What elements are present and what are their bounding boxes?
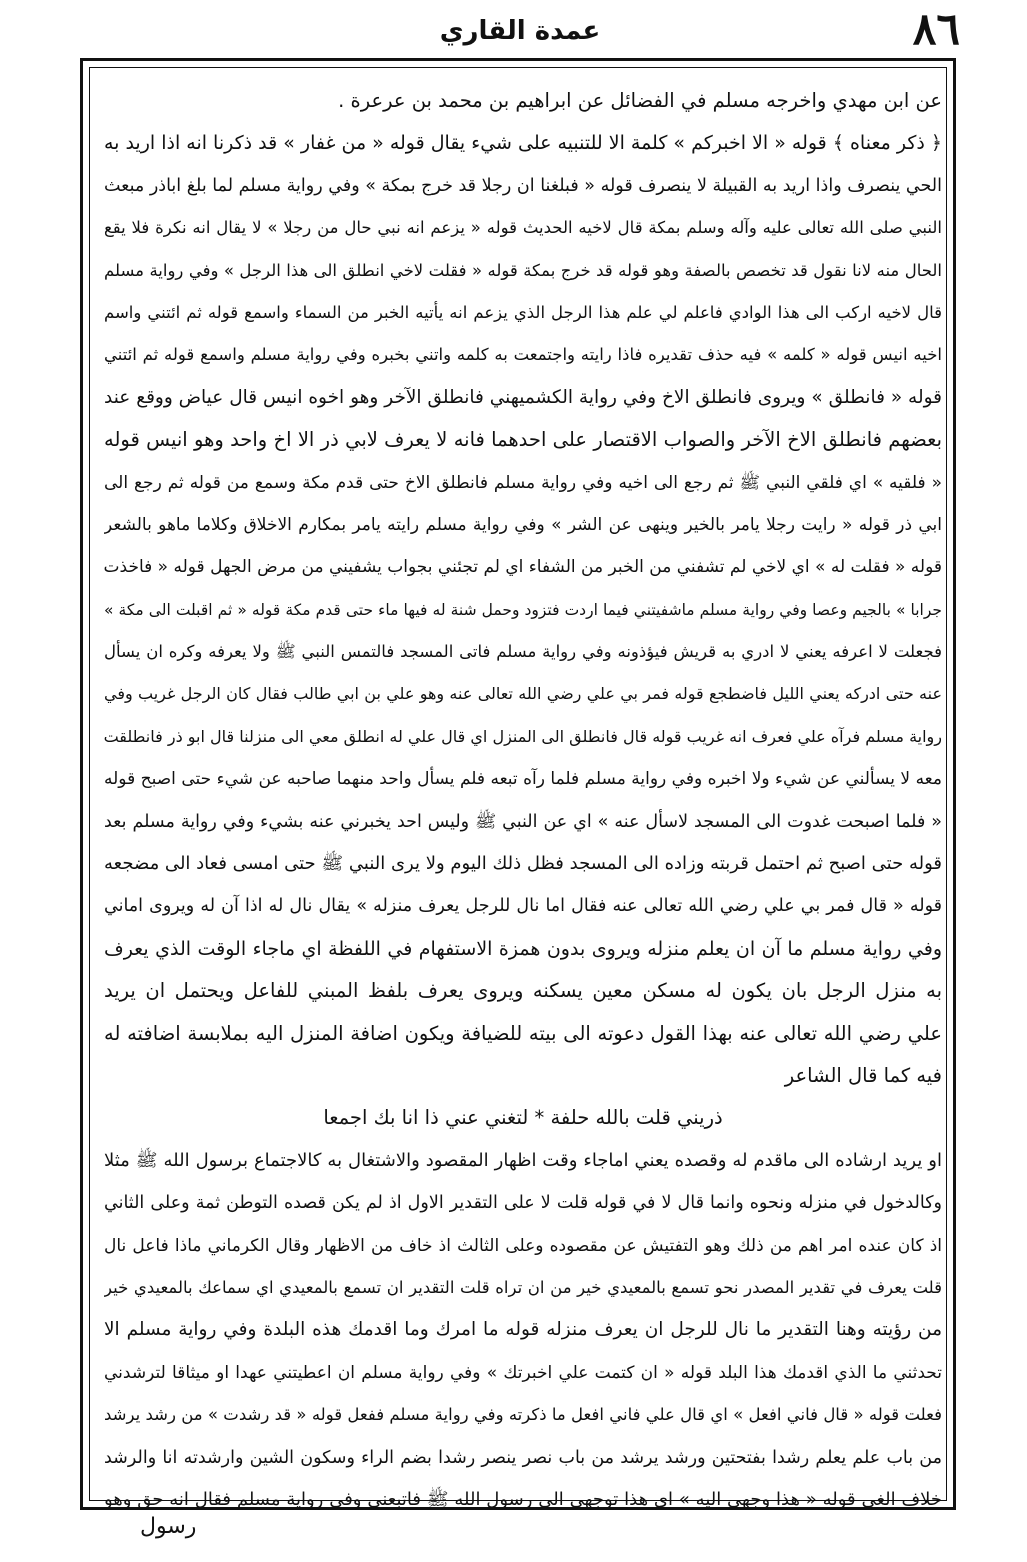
text-line: « فلما اصبحت غدوت الى المسجد لاسأل عنه » اي عن النبي ﷺ وليس احد يخبرني عنه بشيء وفي رواية مسلم بعد	[104, 811, 942, 832]
text-line: قلت يعرف في تقدير المصدر نحو تسمع بالمعيدي خير من ان تراه قلت التقدير ان تسمع بالمعيدي اي سماعك بالمعيدي خير	[104, 1277, 942, 1297]
text-line: الحال منه لانا نقول قد تخصص بالصفة وهو قوله قد خرج بمكة قوله « فقلت لاخي انطلق الى هذا الرجل » وفي رواية مسلم	[104, 260, 942, 280]
text-line: به منزل الرجل بان يكون له مسكن معين يسكنه ويروى يعرف بلفظ المبني للفاعل ويحتمل ان يريد	[104, 979, 942, 1003]
text-line: ابي ذر قوله « رايت رجلا يامر بالخير وينهى عن الشر » وفي رواية مسلم رايته يامر بمكارم الاخلاق وكلاما ماهو بالشعر	[104, 514, 942, 535]
text-line: قوله « قال فمر بي علي رضي الله تعالى عنه فقال اما نال للرجل يعرف منزله » يقال نال له اذا آن له ويروى اماني	[104, 896, 942, 917]
text-line: جرابا » بالجيم وعصا وفي رواية مسلم ماشفيتني فيما اردت فتزود وحمل شنة له فيها ماء حتى قدم مكة قوله « ثم اقبلت الى مكة »	[104, 600, 942, 619]
text-line: قوله « فقلت له » اي لاخي لم تشفني من الخبر من الشفاء اي لم تجئني بجواب يشفيني من مرض الجهل قوله « فاخذت	[104, 557, 942, 578]
text-line: رواية مسلم فرآه علي فعرف انه غريب قوله قال فانطلق الى المنزل اي قال علي له انطلق معي الى منزلنا قال ابو ذر فانطلقت	[104, 726, 942, 746]
text-line: من رؤيته وهنا التقدير ما نال للرجل ان يعرف منزله قوله ما امرك وما اقدمك هذه البلدة وفي رواية مسلم الا	[104, 1319, 942, 1341]
text-line: قال لاخيه اركب الى هذا الوادي فاعلم لي علم هذا الرجل الذي يزعم انه يأتيه الخبر من السماء واسمع قوله ثم ائتني واسم	[104, 302, 942, 322]
text-line: او يريد ارشاده الى ماقدم له وقصده يعني اماجاء وقت اظهار المقصود والاشتغال به كالاجتماع برسول الله ﷺ مثلا	[104, 1149, 942, 1171]
text-line: فجعلت لا اعرفه يعني لا ادري به قريش فيؤذونه وفي رواية مسلم فاتى المسجد فالتمس النبي ﷺ ولا يعرفه وكره ان يسأل	[104, 642, 942, 662]
text-line: قوله « فانطلق » ويروى فانطلق الاخ وفي رواية الكشميهني فانطلق الآخر وهو اخوه انيس قال عياض ووقع عند	[104, 386, 942, 408]
text-line: عن ابن مهدي واخرجه مسلم في الفضائل عن ابراهيم بن محمد بن عرعرة .	[338, 89, 942, 112]
running-title: عمدة القاري	[439, 16, 601, 46]
text-line: وكالدخول في منزله ونحوه وانما قال لا في قوله قلت لا على التقدير الاول اذ لم يكن قصده التوطن ثمة وعلى الثاني	[104, 1193, 942, 1214]
body-text	[104, 80, 942, 1521]
text-line: قوله حتى اصبح ثم احتمل قربته وزاده الى المسجد فظل ذلك اليوم ولا يرى النبي ﷺ حتى امسى فعاد الى مضجعه	[104, 853, 942, 875]
text-line: علي رضي الله تعالى عنه بهذا القول دعوته الى بيته للضيافة ويكون اضافة المنزل اليه بملابسة اضافته له	[104, 1021, 942, 1045]
text-line: اذ كان عنده امر اهم من ذلك وهو التفتيش عن مقصوده وعلى الثالث اذ خاف من الاظهار وقال الكرماني ماذا فاعل نال	[104, 1235, 942, 1256]
page-header	[80, 4, 960, 56]
text-line: فعلت قوله « قال فاني افعل » اي قال علي فاني افعل ما ذكرته وفي رواية مسلم ففعل قوله « قد رشدت » من رشد يرشد	[104, 1405, 942, 1425]
text-line: فيه كما قال الشاعر	[784, 1063, 942, 1087]
text-line: تحدثني ما الذي اقدمك هذا البلد قوله « ان كتمت علي اخبرتك » وفي رواية مسلم ان اعطيتني عهدا او ميثاقا لترشدني	[104, 1362, 942, 1383]
text-line: معه لا يسألني عن شيء ولا اخبره وفي رواية مسلم فلما رآه تبعه فلم يسأل واحد منهما صاحبه عن شيء حتى اصبح قوله	[104, 769, 942, 790]
text-line: بعضهم فانطلق الاخ الآخر والصواب الاقتصار على احدهما فانه لا يعرف لابي ذر الا اخ واحد وهو انيس قوله	[104, 428, 942, 452]
text-line: « فلقيه » اي فلقي النبي ﷺ ثم رجع الى اخيه وفي رواية مسلم فانطلق الاخ حتى قدم مكة وسمع من قوله ثم رجع الى	[104, 472, 942, 493]
text-line: خلاف الغي قوله « هذا وجهي اليه » اي هذا توجهي الى رسول الله ﷺ فاتبعني وفي رواية مسلم فقال انه حق وهو	[104, 1488, 942, 1510]
text-line: النبي صلى الله تعالى عليه وآله وسلم بمكة قال لاخيه الحديث قوله « يزعم انه نبي حال من رجلا » لا يقال انه نكرة فلا يقع	[104, 218, 942, 238]
catchword: رسول	[140, 1514, 197, 1539]
text-line: عنه حتى ادركه يعني الليل فاضطجع قوله فمر بي علي رضي الله تعالى عنه وهو علي بن ابي طالب فقال كان الرجل غريب وفي	[104, 684, 942, 704]
text-line: من باب علم يعلم رشدا بفتحتين ورشد يرشد من باب نصر ينصر رشدا بضم الراء وسكون الشين وارشدته انا والرشد	[104, 1447, 942, 1468]
text-line: وفي رواية مسلم ما آن ان يعلم منزله ويروى بدون همزة الاستفهام في اللفظة اي ماجاء الوقت الذي يعرف	[104, 937, 942, 960]
text-line: الحي ينصرف واذا اريد به القبيلة لا ينصرف قوله « فبلغنا ان رجلا قد خرج بمكة » وفي رواية مسلم لما بلغ اباذر مبعث	[104, 175, 942, 196]
text-line: ﴿ ذكر معناه ﴾ قوله « الا اخبركم » كلمة الا للتنبيه على شيء يقال قوله « من غفار » قد ذكرنا انه اذا اريد به	[104, 132, 942, 155]
text-line: اخيه انيس قوله « كلمه » فيه حذف تقديره فاذا رايته واجتمعت به كلمه واتني بخبره وفي رواية مسلم واسمع قوله ثم ائتني	[104, 345, 942, 365]
page-number: ٨٦	[912, 4, 960, 55]
verse-line: ذريني قلت بالله حلفة * لتغني عني ذا انا بك اجمعا	[323, 1106, 723, 1130]
